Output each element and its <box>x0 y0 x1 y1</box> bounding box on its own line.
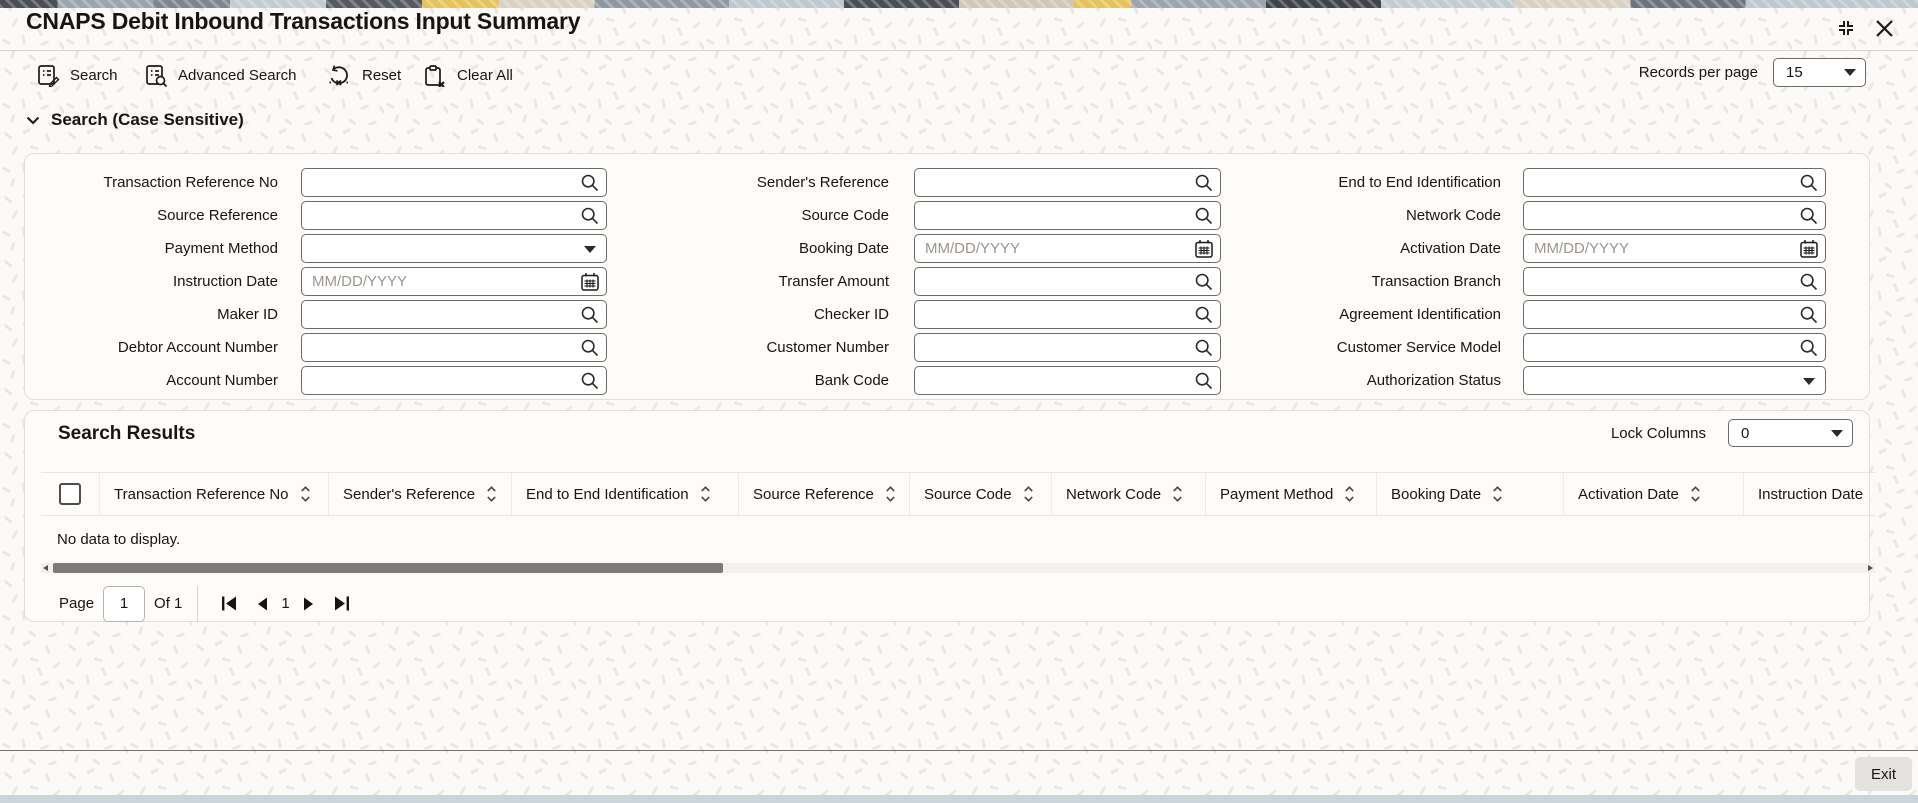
page-number-input[interactable] <box>103 586 145 622</box>
column-header-booking-date[interactable] <box>1376 473 1563 515</box>
reset-button-label: Reset <box>362 66 402 84</box>
clear-all-button[interactable] <box>424 60 513 90</box>
agreement-identification-label: Agreement Identification <box>1339 306 1501 323</box>
payment-method-select[interactable] <box>301 234 607 263</box>
column-header-transaction-reference-no[interactable] <box>99 473 328 515</box>
column-header-label: Booking Date <box>1391 485 1482 503</box>
field-row <box>61 201 607 230</box>
results-table-header <box>41 472 1875 516</box>
date-placeholder: MM/DD/YYYY <box>1534 240 1630 257</box>
search-icon <box>580 206 600 226</box>
search-icon <box>580 305 600 325</box>
column-header-network-code[interactable] <box>1051 473 1205 515</box>
debtor-account-number-input[interactable] <box>301 333 607 362</box>
search-icon <box>580 371 600 391</box>
search-section-title: Search (Case Sensitive) <box>51 110 244 129</box>
transfer-amount-input[interactable] <box>914 267 1221 296</box>
field-row <box>641 267 1221 296</box>
close-icon <box>1875 19 1894 38</box>
sort-icon[interactable] <box>1172 485 1183 503</box>
records-per-page-select[interactable] <box>1773 58 1866 87</box>
scroll-left-arrow-icon[interactable] <box>43 565 48 571</box>
field-row <box>61 234 607 263</box>
chevron-down-icon <box>584 246 596 253</box>
current-page[interactable]: 1 <box>281 595 290 612</box>
close-button[interactable] <box>1872 16 1896 40</box>
collapse-window-button[interactable] <box>1834 16 1858 40</box>
calendar-icon <box>580 272 600 292</box>
search-icon <box>1194 272 1214 292</box>
field-row <box>641 366 1221 395</box>
account-number-input[interactable] <box>301 366 607 395</box>
lock-columns-value: 0 <box>1741 424 1750 442</box>
maker-id-input[interactable] <box>301 300 607 329</box>
scrollbar-thumb[interactable] <box>53 563 723 573</box>
activation-date-datepicker[interactable] <box>1523 234 1826 263</box>
column-header-label: Activation Date <box>1578 485 1679 503</box>
clear-all-button-label: Clear All <box>457 66 513 84</box>
page-number-value: 1 <box>119 595 129 612</box>
authorization-status-select[interactable] <box>1523 366 1826 395</box>
search-section-toggle[interactable] <box>26 110 244 130</box>
results-title: Search Results <box>58 423 196 444</box>
debtor-account-number-label: Debtor Account Number <box>117 339 278 356</box>
booking-date-datepicker[interactable] <box>914 234 1221 263</box>
sort-icon[interactable] <box>1023 485 1034 503</box>
pagination <box>41 585 360 622</box>
instruction-date-datepicker[interactable] <box>301 267 607 296</box>
field-row <box>1241 300 1826 329</box>
search-icon <box>1194 173 1214 193</box>
first-page-button[interactable] <box>221 595 237 612</box>
search-button[interactable] <box>37 60 118 90</box>
search-icon <box>1194 305 1214 325</box>
field-row <box>1241 333 1826 362</box>
last-page-button[interactable] <box>334 595 350 612</box>
column-header-label: Source Reference <box>753 485 874 503</box>
title-separator <box>0 50 1918 51</box>
agreement-identification-input[interactable] <box>1523 300 1826 329</box>
horizontal-scrollbar[interactable] <box>41 563 1875 573</box>
page-background-band <box>0 0 1918 8</box>
bank-code-input[interactable] <box>914 366 1221 395</box>
field-row <box>641 201 1221 230</box>
field-row <box>1241 201 1826 230</box>
previous-page-icon <box>257 597 268 611</box>
search-form-icon <box>37 64 60 87</box>
column-header-sender-s-reference[interactable] <box>328 473 511 515</box>
column-header-payment-method[interactable] <box>1205 473 1376 515</box>
previous-page-button[interactable] <box>257 597 268 611</box>
last-page-icon <box>334 595 350 612</box>
search-icon <box>1799 173 1819 193</box>
search-icon <box>1799 206 1819 226</box>
column-header-end-to-end-identification[interactable] <box>511 473 738 515</box>
column-header-label: Network Code <box>1066 485 1162 503</box>
end-to-end-identification-label: End to End Identification <box>1338 174 1501 191</box>
sort-icon[interactable] <box>1690 485 1701 503</box>
source-code-input[interactable] <box>914 201 1221 230</box>
customer-service-model-label: Customer Service Model <box>1336 339 1501 356</box>
bank-code-label: Bank Code <box>814 372 889 389</box>
sort-icon[interactable] <box>1344 485 1355 503</box>
page-label: Page <box>59 595 95 612</box>
payment-method-label: Payment Method <box>164 240 278 257</box>
form-column-3 <box>1241 168 1826 399</box>
records-per-page-label: Records per page <box>1638 64 1758 81</box>
search-icon <box>1799 338 1819 358</box>
customer-service-model-input[interactable] <box>1523 333 1826 362</box>
instruction-date-label: Instruction Date <box>172 273 278 290</box>
transfer-amount-label: Transfer Amount <box>778 273 889 290</box>
checker-id-label: Checker ID <box>813 306 889 323</box>
clear-all-icon <box>424 64 447 87</box>
records-per-page-value: 15 <box>1786 64 1803 81</box>
select-all-checkbox[interactable] <box>59 483 81 505</box>
booking-date-label: Booking Date <box>798 240 889 257</box>
column-header-source-code[interactable] <box>909 473 1051 515</box>
search-icon <box>1799 305 1819 325</box>
field-row <box>641 300 1221 329</box>
transaction-reference-no-label: Transaction Reference No <box>103 174 278 191</box>
field-row <box>1241 366 1826 395</box>
column-header-label: Sender's Reference <box>343 485 476 503</box>
field-row <box>641 168 1221 197</box>
chevron-down-icon <box>1803 378 1815 385</box>
column-header-label: Instruction Date <box>1758 485 1864 503</box>
end-to-end-identification-input[interactable] <box>1523 168 1826 197</box>
field-row <box>641 333 1221 362</box>
select-all-cell <box>41 473 99 515</box>
search-icon <box>1194 206 1214 226</box>
account-number-label: Account Number <box>166 372 278 389</box>
transaction-reference-no-input[interactable] <box>301 168 607 197</box>
source-reference-input[interactable] <box>301 201 607 230</box>
activation-date-label: Activation Date <box>1400 240 1501 257</box>
field-row <box>1241 168 1826 197</box>
field-row <box>1241 267 1826 296</box>
chevron-down-icon <box>26 116 40 125</box>
column-header-activation-date[interactable] <box>1563 473 1743 515</box>
sender-s-reference-label: Sender's Reference <box>756 174 889 191</box>
source-reference-label: Source Reference <box>157 207 278 224</box>
search-icon <box>1194 338 1214 358</box>
empty-message: No data to display. <box>57 531 181 548</box>
sort-icon[interactable] <box>300 485 311 503</box>
column-header-instruction-date[interactable] <box>1743 473 1875 515</box>
search-form-panel <box>24 153 1870 400</box>
chevron-down-icon <box>1831 430 1843 437</box>
records-per-page <box>1639 58 1866 87</box>
column-header-label: End to End Identification <box>526 485 689 503</box>
network-code-label: Network Code <box>1405 207 1501 224</box>
lock-columns-select[interactable] <box>1728 419 1853 447</box>
field-row <box>61 366 607 395</box>
customer-number-input[interactable] <box>914 333 1221 362</box>
pagination-divider <box>197 586 198 622</box>
field-row <box>1241 234 1826 263</box>
field-row <box>641 234 1221 263</box>
first-page-icon <box>221 595 237 612</box>
next-page-icon <box>303 597 314 611</box>
column-header-label: Transaction Reference No <box>114 485 289 503</box>
date-placeholder: MM/DD/YYYY <box>312 273 408 290</box>
chevron-down-icon <box>1844 69 1856 76</box>
calendar-icon <box>1799 239 1819 259</box>
reset-icon <box>327 64 352 87</box>
source-code-label: Source Code <box>801 207 889 224</box>
lock-columns-label: Lock Columns <box>1610 424 1706 442</box>
reset-button[interactable] <box>327 60 401 90</box>
calendar-icon <box>1194 239 1214 259</box>
network-code-input[interactable] <box>1523 201 1826 230</box>
page-background-strip <box>0 795 1918 803</box>
authorization-status-label: Authorization Status <box>1366 372 1501 389</box>
next-page-button[interactable] <box>303 597 314 611</box>
page-of-label: Of 1 <box>154 595 183 612</box>
window-controls <box>1834 16 1896 40</box>
field-row <box>61 267 607 296</box>
search-results-panel <box>24 410 1870 622</box>
advanced-search-button-label: Advanced Search <box>178 66 297 84</box>
checker-id-input[interactable] <box>914 300 1221 329</box>
column-header-label: Source Code <box>924 485 1012 503</box>
search-button-label: Search <box>70 66 118 84</box>
lock-columns <box>1611 419 1853 447</box>
customer-number-label: Customer Number <box>766 339 889 356</box>
advanced-search-button[interactable] <box>145 60 296 90</box>
form-column-2 <box>641 168 1221 399</box>
page-title: CNAPS Debit Inbound Transactions Input Summary <box>26 8 581 34</box>
column-header-source-reference[interactable] <box>738 473 909 515</box>
empty-results-row <box>41 516 1875 563</box>
maker-id-label: Maker ID <box>217 306 278 323</box>
collapse-window-icon <box>1835 17 1857 39</box>
exit-button[interactable]: Exit <box>1855 757 1912 791</box>
sort-icon[interactable] <box>486 485 497 503</box>
sender-s-reference-input[interactable] <box>914 168 1221 197</box>
transaction-branch-input[interactable] <box>1523 267 1826 296</box>
search-icon <box>1799 272 1819 292</box>
field-row <box>61 333 607 362</box>
column-header-label: Payment Method <box>1220 485 1334 503</box>
field-row <box>61 168 607 197</box>
advanced-search-icon <box>145 64 168 87</box>
field-row <box>61 300 607 329</box>
search-icon <box>580 173 600 193</box>
transaction-branch-label: Transaction Branch <box>1371 273 1501 290</box>
search-icon <box>1194 371 1214 391</box>
footer-separator <box>0 750 1918 751</box>
sort-icon[interactable] <box>700 485 711 503</box>
sort-icon[interactable] <box>1492 485 1503 503</box>
form-column-1 <box>61 168 607 399</box>
search-icon <box>580 338 600 358</box>
date-placeholder: MM/DD/YYYY <box>925 240 1021 257</box>
scroll-right-arrow-icon[interactable] <box>1868 565 1873 571</box>
sort-icon[interactable] <box>885 485 896 503</box>
